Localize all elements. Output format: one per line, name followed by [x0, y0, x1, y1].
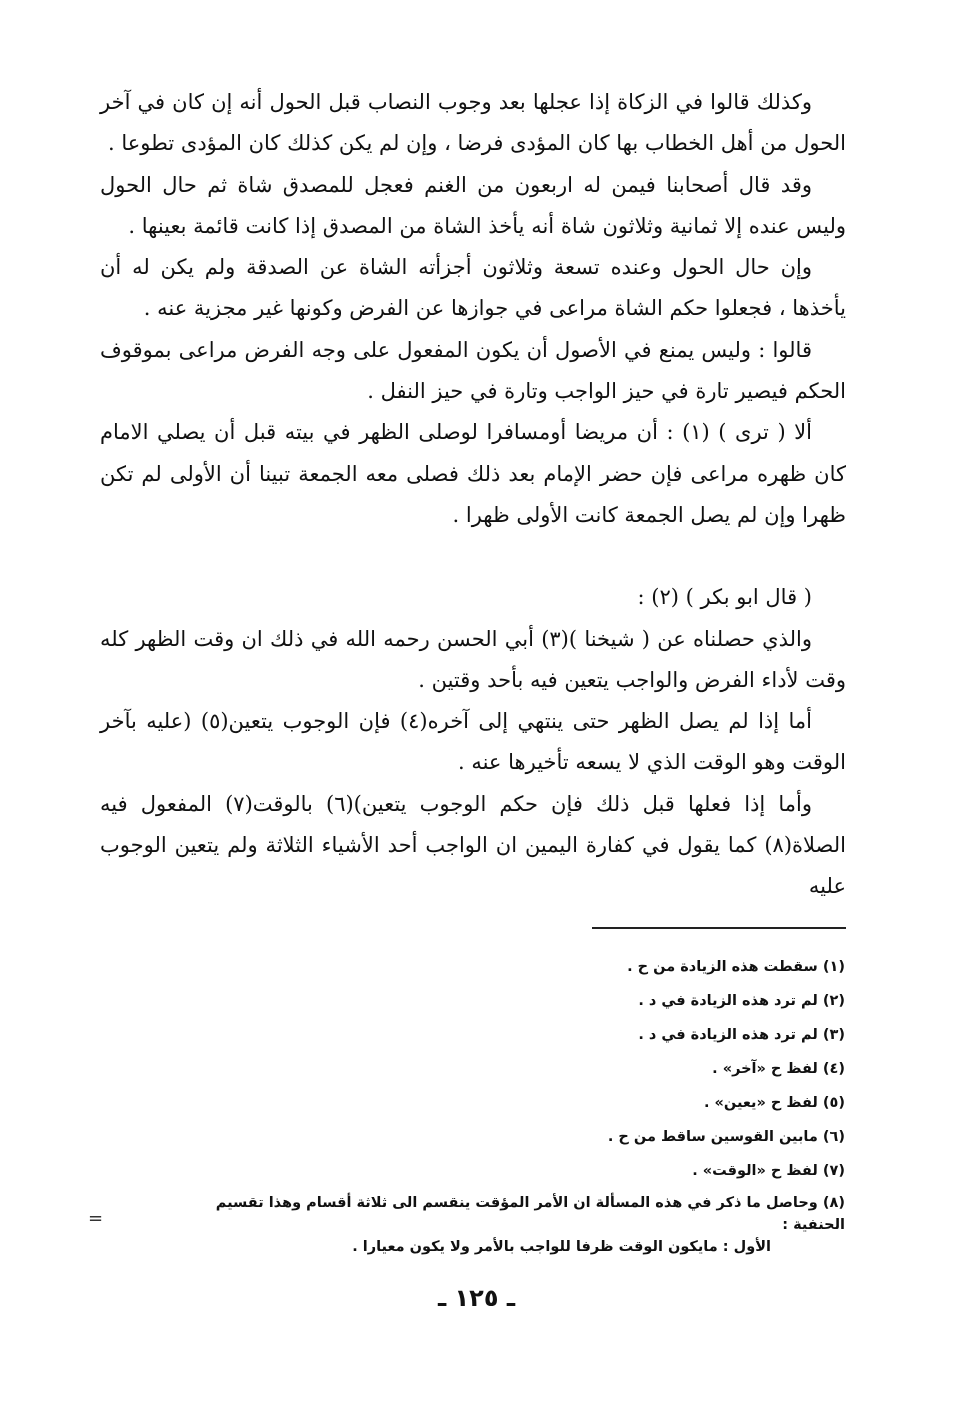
footnote: (٣) لم ترد هذه الزيادة في د .: [638, 1027, 845, 1043]
footnote: (٤) لفظ ح «آخر» .: [712, 1061, 845, 1077]
paragraph: وإن حال الحول وعنده تسعة وثلاثون أجزأته الشاة عن الصدقة ولم يكن له أن يأخذها ، فجعلوا حكم الشاة مراعى في جوازها عن الفرض وكونها غير مجزية عنه .: [100, 255, 846, 321]
paragraph: أما إذا لم يصل الظهر حتى ينتهي إلى آخره(٤) فإن الوجوب يتعين(٥) (عليه بآخر الوقت وهو الوقت الذي لا يسعه تأخيرها عنه .: [100, 709, 846, 775]
paragraph: وأما إذا فعلها قبل ذلك فإن حكم الوجوب يتعين)(٦) بالوقت(٧) المفعول فيه الصلاة(٨) كما يقول في كفارة اليمين ان الواجب أحد الأشياء الثلاثة ولم يتعين الوجوب عليه: [100, 791, 846, 899]
footnote-separator: [592, 927, 846, 929]
paragraph: وكذلك قالوا في الزكاة إذا عجلها بعد وجوب النصاب قبل الحول أنه إن كان في آخر الحول من أهل الخطاب بها كان المؤدى فرضا ، وإن لم يكن كذلك كان المؤدى تطوعا .: [100, 90, 846, 156]
footnote: (٧) لفظ ح «الوقت» .: [692, 1163, 845, 1179]
continuation-mark: =: [88, 1208, 104, 1229]
section-heading: ( قال ابو بكر ) (٢) :: [637, 585, 812, 610]
paragraph: وقد قال أصحابنا فيمن له اربعون من الغنم فعجل للمصدق شاة ثم حال الحول وليس عنده إلا ثمانية وثلاثون شاة أنه يأخذ الشاة من المصدق إذا كانت قائمة بعينها .: [100, 172, 846, 238]
footnote: (١) سقطت هذه الزيادة من ح .: [627, 959, 845, 975]
footnote: (٨) وحاصل ما ذكر في هذه المسألة ان الأمر المؤقت ينقسم الى ثلاثة أقسام وهذا تقسيم الحنفية :: [215, 1195, 845, 1233]
paragraph: والذي حصلناه عن ( شيخنا )(٣) أبي الحسن رحمه الله في ذلك ان وقت الظهر كله وقت لأداء الفرض والواجب يتعين فيه بأحد وقتين .: [100, 626, 846, 692]
page-number: ـ ١٢٥ ـ: [437, 1284, 516, 1312]
footnote-continuation: الأول : مايكون الوقت ظرفا للواجب بالأمر ولا يكون معيارا .: [352, 1239, 771, 1255]
footnote: (٢) لم ترد هذه الزيادة في د .: [638, 993, 845, 1009]
paragraph: ألا ( ترى ) (١) : أن مريضا أومسافرا لوصلى الظهر في بيته قبل أن يصلي الامام كان ظهره مراعى فإن حضر الإمام بعد ذلك فصلى معه الجمعة تبينا أن الأولى لم تكن ظهرا وإن لم يصل الجمعة كانت الأولى ظهرا .: [100, 420, 846, 527]
main-text: [100, 82, 846, 908]
paragraph: قالوا : وليس يمنع في الأصول أن يكون المفعول على وجه الفرض مراعى بموقوف الحكم فيصير تارة في حيز الواجب وتارة في حيز النفل .: [100, 337, 846, 404]
footnote: (٥) لفظ ح «يعين» .: [703, 1095, 845, 1111]
footnote: (٦) مابين القوسين ساقط من ح .: [607, 1129, 845, 1145]
footnotes: [170, 950, 845, 1258]
